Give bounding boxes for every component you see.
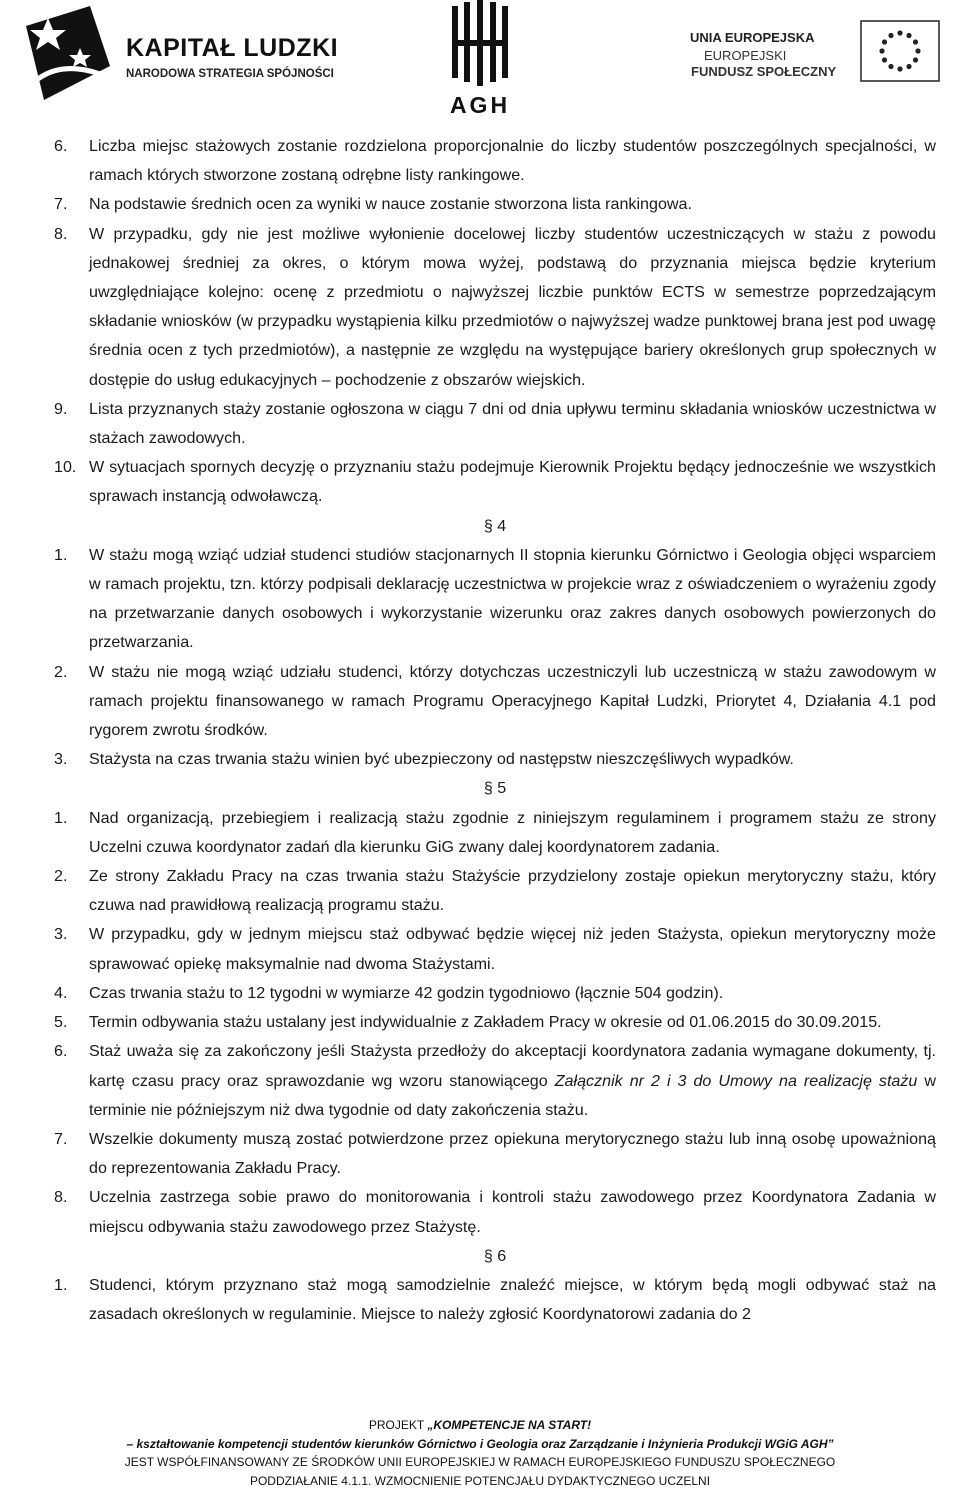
list-item-text: Lista przyznanych staży zostanie ogłoszona w ciągu 7 dni od dnia upływu terminu składania wniosków uczestnictwa w stażach zawodowych. [89,399,936,448]
footer-funding-line: JEST WSPÓŁFINANSOWANY ZE ŚRODKÓW UNII EUROPEJSKIEJ W RAMACH EUROPEJSKIEGO FUNDUSZU SPOŁECZNEGO [124,1455,836,1470]
footer-project-subtitle: – kształtowanie kompetencji studentów kierunków Górnictwo i Geologia oraz Zarządzanie i Inżynieria Produkcji WGiG AGH” [126,1436,834,1451]
kapital-ludzki-subtitle: NARODOWA STRATEGIA SPÓJNOŚCI [126,68,334,80]
footer-project-label: PROJEKT [368,1418,428,1432]
kapital-ludzki-title: KAPITAŁ LUDZKI [126,34,339,62]
agh-emblem-icon [440,0,520,92]
list-item-number: 5. [54,1013,68,1032]
agh-logo-text: AGH [449,92,511,118]
list-item-number: 1. [54,1275,68,1294]
list-item [0,1008,960,1037]
eu-logo-line3: FUNDUSZ SPOŁECZNY [691,64,837,79]
list-item-number: 1. [54,808,68,827]
list-item-text: Wszelkie dokumenty muszą zostać potwierdzone przez opiekuna merytorycznego stażu lub inną osobę upoważnioną do reprezentowania Zakładu Pracy. [89,1129,936,1178]
list-item-text: Studenci, którym przyznano staż mogą samodzielnie znaleźć miejsce, w którym będą mogli odbywać staż na zasadach określonych w regulaminie. Miejsce to należy zgłosić Koordynatorowi zadania do 2 [89,1275,936,1324]
list-item-number: 3. [54,925,68,944]
list-item-number: 7. [54,1129,68,1148]
list-item [0,658,960,746]
rules-list-c2 [0,1125,960,1242]
rules-list-d [0,1271,960,1329]
list-item-text: W przypadku, gdy w jednym miejscu staż odbywać będzie więcej niż jeden Stażysta, opiekun merytoryczny może sprawować opiekę maksymalnie nad dwoma Stażystami. [89,925,936,973]
list-item-text: Liczba miejsc stażowych zostanie rozdzielona proporcjonalnie do liczby studentów poszczególnych specjalności, w ramach których stworzone zostaną odrębne listy rankingowe. [89,137,936,185]
list-item [0,979,960,1008]
list-item-text: W stażu nie mogą wziąć udziału studenci, którzy dotychczas uczestniczyli lub uczestniczą w stażu zawodowym w ramach projektu finansowanego w ramach Programu Operacyjnego Kapitał Ludzki, Priorytet 4, Działania 4.1 pod rygorem zwrotu środków. [89,662,936,740]
list-item-number: 7. [54,195,68,214]
list-item-text: Na podstawie średnich ocen za wyniki w nauce zostanie stworzona lista rankingowa. [89,195,692,214]
list-item [0,804,960,862]
eu-flag-icon [860,20,940,82]
rules-list-b [0,541,960,775]
list-item-number: 9. [54,399,68,418]
footer-subaction-line: PODDZIAŁANIE 4.1.1. WZMOCNIENIE POTENCJAŁU DYDAKTYCZNEGO UCZELNI [249,1473,711,1488]
footer-project-line [0,1416,960,1435]
list-item-text: W stażu mogą wziąć udział studenci studiów stacjonarnych II stopnia kierunku Górnictwo i Geologia objęci wsparciem w ramach projektu, tzn. którzy podpisali deklarację uczestnictwa w projekcie wraz z oświadczeniem o wyrażeniu zgody na przetwarzanie danych osobowych i wykorzystanie wizerunku oraz zakres danych osobowych powierzonych do przetwarzania. [89,545,936,652]
list-item-number: 8. [54,1188,68,1207]
page-header [0,0,960,125]
list-item [0,920,960,978]
list-item-number: 4. [54,983,68,1002]
list-item-text: W przypadku, gdy nie jest możliwe wyłonienie docelowej liczby studentów uczestniczących w stażu z powodu jednakowej średniej za okres, o którym mowa wyżej, podstawą do przyznania miejsca będzie kryterium uwzględniające kolejno: ocenę z przedmiotu o najwyższej liczbie punktów ECTS w semestrze poprzedzającym składanie wniosków (w przypadku wystąpienia kilku przedmiotów o najwyższej wadze punktowej brana jest pod uwagę średnia ocen z tych przedmiotów), a następnie ze względu na występujące bariery określonych grup społecznych w dostępie do usług edukacyjnych – pochodzenie z obszarów wiejskich. [89,224,936,389]
list-item [0,862,960,920]
list-item-number: 3. [54,750,68,769]
section-heading-6: § 6 [483,1246,507,1265]
list-item-text: W sytuacjach spornych decyzję o przyznaniu stażu podejmuje Kierownik Projektu będący jednocześnie we wszystkich sprawach instancją odwoławczą. [89,458,936,506]
list-item-text-italic: Załącznik nr 2 i 3 do Umowy na realizację stażu [554,1071,918,1090]
page-footer [0,1416,960,1490]
section-heading-5: § 5 [483,779,507,798]
list-item-number: 2. [54,867,68,886]
eu-logo-line2: EUROPEJSKI [704,48,787,63]
list-item [0,190,960,219]
list-item-text: Staż uważa się za zakończony jeśli Stażysta przedłoży do akceptacji koordynatora zadania wymagane dokumenty, tj. kartę czasu pracy oraz sprawozdanie wg wzoru stanowiącego [89,1042,936,1090]
footer-project-name: „KOMPETENCJE NA START! [427,1418,592,1432]
list-item [0,745,960,774]
list-item-text: Termin odbywania stażu ustalany jest indywidualnie z Zakładem Pracy w okresie od 01.06.2015 do 30.09.2015. [89,1013,882,1032]
list-item-text: Uczelnia zastrzega sobie prawo do monitorowania i kontroli stażu zawodowego przez Koordynatora Zadania w miejscu odbywania stażu zawodowego przez Stażystę. [89,1188,936,1236]
list-item-text: Czas trwania stażu to 12 tygodni w wymiarze 42 godzin tygodniowo (łącznie 504 godzin). [89,983,724,1002]
list-item [0,1125,960,1183]
list-item [0,220,960,395]
kapital-ludzki-logo [20,4,340,104]
eu-logo-line1: UNIA EUROPEJSKA [690,30,815,45]
document-body [0,132,960,1329]
list-item [0,1271,960,1329]
list-item-text: w terminie nie późniejszym niż dwa tygodnie od daty zakończenia stażu. [89,1071,937,1119]
list-item-number: 1. [54,545,68,564]
list-item [0,541,960,658]
list-item-text: Stażysta na czas trwania stażu winien być ubezpieczony od następstw nieszczęśliwych wypadków. [89,750,794,769]
kapital-ludzki-emblem-icon [20,4,115,102]
list-item-text: Nad organizacją, przebiegiem i realizacją stażu zgodnie z niniejszym regulaminem i programem stażu ze strony Uczelni czuwa koordynator zadań dla kierunku GiG zwany dalej koordynatorem zadania. [89,808,936,856]
list-item-number: 10. [54,458,77,477]
eu-logo [690,20,950,90]
agh-logo [440,0,520,120]
list-item [0,453,960,511]
section-heading-4: § 4 [483,516,507,535]
list-item [0,1183,960,1241]
list-item-number: 2. [54,662,68,681]
list-item [0,395,960,453]
list-item-number: 6. [54,1042,68,1061]
list-item-number: 8. [54,224,68,243]
list-item [0,132,960,190]
rules-list-c [0,804,960,1038]
list-item [0,1037,960,1125]
rules-list-a [0,132,960,512]
list-item-text: Ze strony Zakładu Pracy na czas trwania stażu Stażyście przydzielony zostaje opiekun merytoryczny stażu, który czuwa nad prawidłową realizacją programu stażu. [89,867,936,915]
list-item-number: 6. [54,137,68,155]
